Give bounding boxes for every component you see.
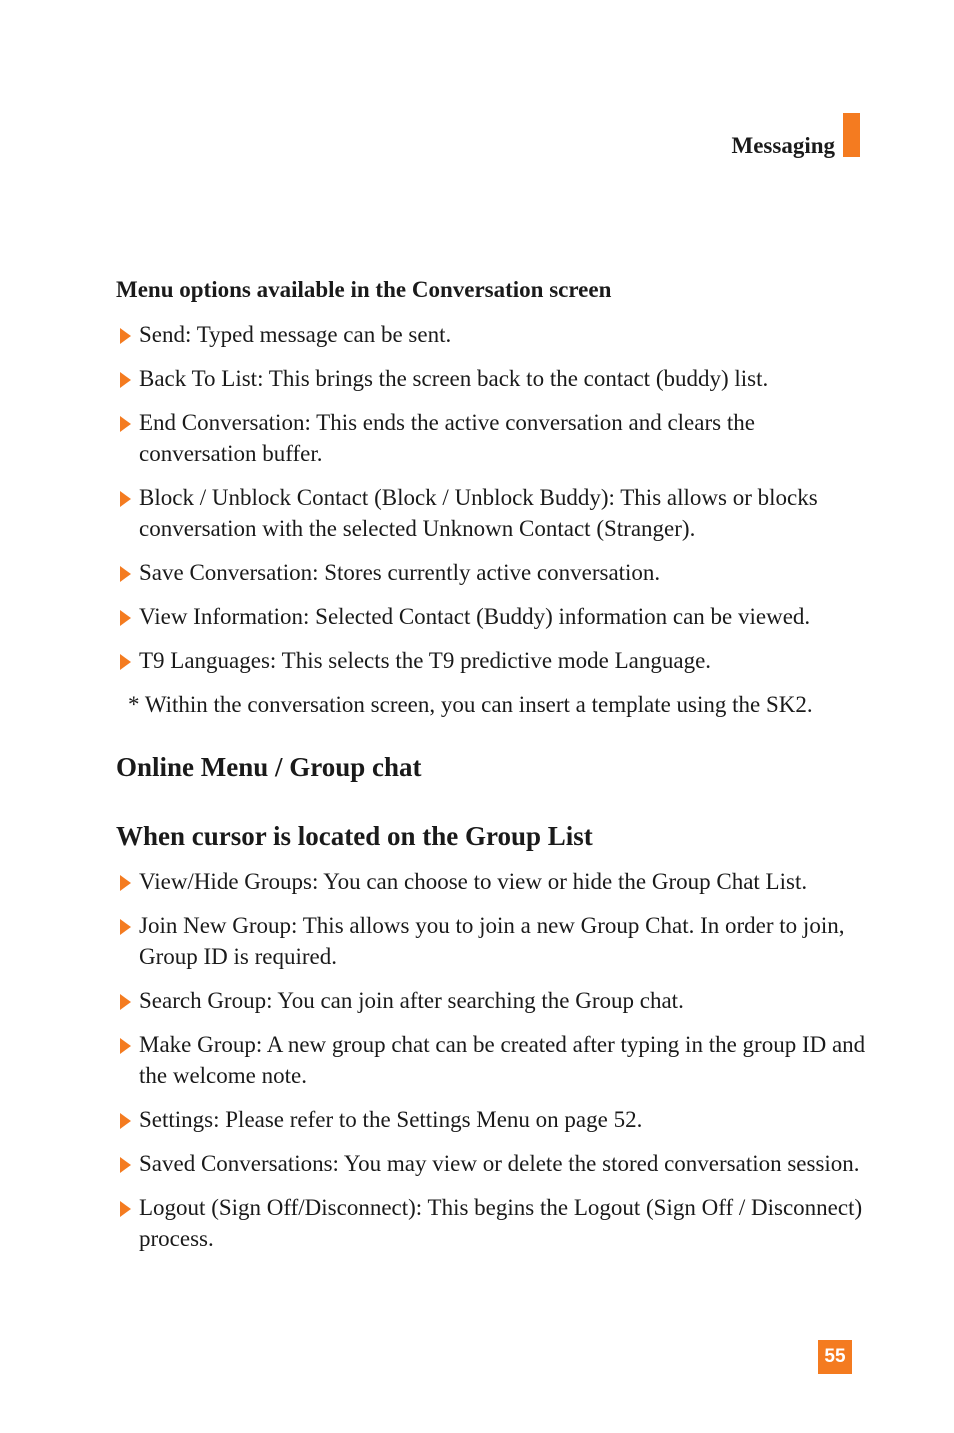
list-item [116,1104,876,1135]
list-item-text: Logout (Sign Off/Disconnect): This begins the Logout (Sign Off / Disconnect) process. [139,1195,863,1251]
triangle-bullet-icon [120,875,131,891]
triangle-bullet-icon [120,654,131,670]
list-item-text: Saved Conversations: You may view or delete the stored conversation session. [139,1151,860,1176]
section-accent-bar [843,113,860,157]
list-item-text: Send: Typed message can be sent. [139,322,452,347]
list-item [116,557,876,588]
list-item-text: T9 Languages: This selects the T9 predictive mode Language. [139,648,712,673]
list-item-text: View Information: Selected Contact (Buddy) information can be viewed. [139,604,811,629]
triangle-bullet-icon [120,1113,131,1129]
page-content [116,274,876,1267]
list-item [116,601,876,632]
list-item [116,1192,876,1254]
list-item [116,319,876,350]
triangle-bullet-icon [120,328,131,344]
list-item-text: View/Hide Groups: You can choose to view or hide the Group Chat List. [139,869,808,894]
conversation-menu-heading: Menu options available in the Conversation screen [116,277,612,302]
list-item-text: End Conversation: This ends the active conversation and clears the conversation buffer. [139,410,755,466]
list-item [116,910,876,972]
list-item [116,363,876,394]
section-label: Messaging [731,133,835,158]
list-item [116,866,876,897]
triangle-bullet-icon [120,1201,131,1217]
list-item-text: Join New Group: This allows you to join a new Group Chat. In order to join, Group ID is required. [139,913,845,969]
list-item-text: Settings: Please refer to the Settings Menu on page 52. [139,1107,643,1132]
conversation-menu-list [116,319,876,676]
triangle-bullet-icon [120,416,131,432]
triangle-bullet-icon [120,491,131,507]
list-item-text: Block / Unblock Contact (Block / Unblock Buddy): This allows or blocks conversation with the selected Unknown Contact (Stranger). [139,485,818,541]
list-item-text: Make Group: A new group chat can be created after typing in the group ID and the welcome note. [139,1032,866,1088]
triangle-bullet-icon [120,610,131,626]
group-list-heading: When cursor is located on the Group List [116,821,593,851]
list-item [116,985,876,1016]
list-item-text: Search Group: You can join after searching the Group chat. [139,988,684,1013]
list-item [116,645,876,676]
list-item [116,1148,876,1179]
triangle-bullet-icon [120,919,131,935]
list-item [116,1029,876,1091]
triangle-bullet-icon [120,566,131,582]
triangle-bullet-icon [120,1157,131,1173]
list-item-text: Back To List: This brings the screen back to the contact (buddy) list. [139,366,769,391]
list-item [116,407,876,469]
template-note: * Within the conversation screen, you can insert a template using the SK2. [128,692,813,717]
list-item-text: Save Conversation: Stores currently active conversation. [139,560,661,585]
triangle-bullet-icon [120,372,131,388]
triangle-bullet-icon [120,994,131,1010]
group-list-menu-list [116,866,876,1254]
list-item [116,482,876,544]
online-menu-heading: Online Menu / Group chat [116,752,422,782]
page-number-badge: 55 [818,1340,852,1374]
triangle-bullet-icon [120,1038,131,1054]
